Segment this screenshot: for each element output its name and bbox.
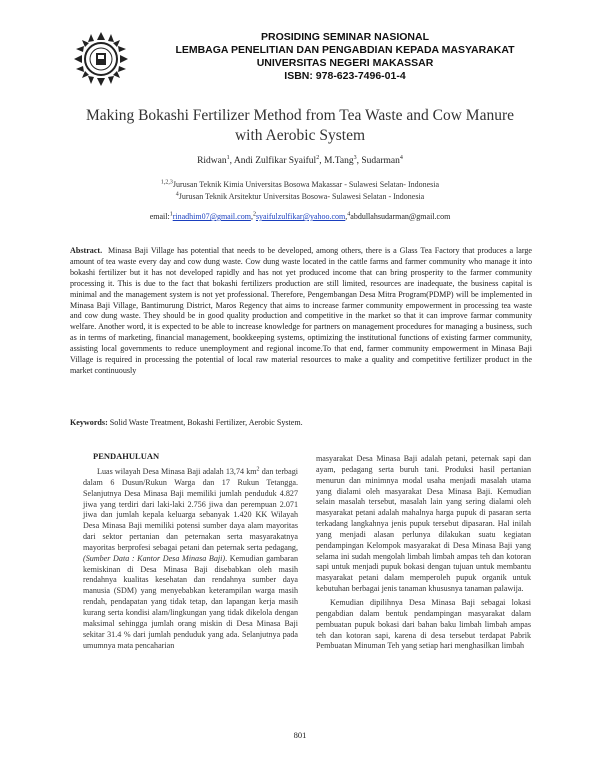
affiliation-2: $^4$Jurusan Teknik Arsitektur Universitas Bosowa- Sulawesi Selatan - Indonesia [175,191,425,201]
page-number: 801 [293,730,307,740]
abstract [70,246,532,377]
header-university: UNIVERSITAS NEGERI MAKASSAR [256,57,434,69]
abstract-text: Minasa Baji Village has potential that needs to be developed, among others, there is a Glass Tea Factory that produces a large amount of tea waste every day and cow dung waste. Cow dung waste located in the cattle farms and farmer community who manage it into bokashi fertilizer but it has not developed rapidly and has not yet produced income that can bring prosperity to the farmer community processing it. This is due to the fact that bokashi fertilizers production are still limited, resources are inadequate, the business capital is minimal and the management system is not yet professional. Therefore, Pengembangan Desa Mitra Program(PDMP) will be implemented in Minasa Baji Village, Bantimurung District, Maros Regency that aims to increase farmer community empowerment in processing tea waste and cow dung waste. They should be in good quality production and competitive in the market so that it can improve farmar community welfare. Another word, it is expected to be able to increase knowledge for partners on management procedures for managing a business, such as in terms of marketing, financial management, bookkeeping systems, optimizing the institutional functions of existing farmer community, assisting local governments to reduce unemployment and regional income.To that end, farmer community empowerment in Minasa Baji Village is required in processing the potential of local raw material resources to make a quality and competitive fertilizer product in the market continuously [70,246,533,375]
body-column-left [83,467,298,651]
header-institution: LEMBAGA PENELITIAN DAN PENGABDIAN KEPADA MASYARAKAT [175,44,515,56]
paragraph: Kemudian dipilihnya Desa Minasa Baji sebagai lokasi pengabdian dalam bentuk pendampingan masyarakat dalam pembuatan pupuk bokasi dari bahan baku limbah limbah ampas teh dan kotoran sapi, karena di desa tersebut terdapat Pabrik Pembuatan Minuman Teh yang setiap hari menghasilkan limbah [316,597,531,651]
header-isbn: ISBN: 978-623-7496-01-4 [284,70,406,82]
keywords [70,418,532,427]
email-4: abdullahsudarman@gmail.com [350,212,451,221]
abstract-label: Abstract. [70,246,103,255]
paragraph: masyarakat Desa Minasa Baji adalah petani, peternak sapi dan ayam, pedagang serta buruh tani. Produksi hasil pertanian menurun dan minimnya modal usaha menjadi masalah utama yang dialami oleh masyarakat Desa Minasa Baji. Kemudian selain masalah tersebut, masalah lain yang sering dialami oleh masyarakat petani adalah mahalnya harga pupuk di pasaran serta terkadang langkahnya jenis pupuk tersebut dipasaran. Hal inilah yang menjadi alasan perlunya dilakukan suatu kegiatan pendampingan Kelompok masyarakat di Desa Minasa Baji yang selama ini sudah mengolah limbah limbah ampas teh dan kotoran sapi untuk menjadi pupuk bokasi dengan tujuan untuk membantu masyarakat petani dalam memperoleh pupuk organik untuk kebutuhan berbagai jenis tanaman khususnya tanaman palawija. [316,454,531,594]
section-heading: PENDAHULUAN [93,451,160,461]
keywords-text: Solid Waste Treatment, Bokashi Fertilizer, Aerobic System. [109,418,303,427]
email-link-2[interactable]: syaifulzulfikar@yahoo.com [255,212,346,221]
email-link-1[interactable]: rinadhim07@gmail.com [172,212,251,221]
body-column-right [316,454,531,652]
paper-title: Making Bokashi Fertilizer Method from Tea Waste and Cow Manure with Aerobic System [86,107,514,144]
header-proceedings: PROSIDING SEMINAR NASIONAL [260,31,429,43]
university-logo-icon [72,30,130,88]
paragraph: Luas wilayah Desa Minasa Baji adalah 13,74 $km^2$ dan terbagi dalam 6 Dusun/Rukun Warga dan 17 Rukun Tetangga. Selanjutnya Desa Minasa Baji memiliki jumlah penduduk 4.827 jiwa yang terdiri dari laki-laki 2.756 jiwa dan perempuan 2.071 jiwa dan jumlah kepala keluarga sebanyak 1.420 KK Wilayah Desa Minasa Baji memiliki potensi sumber daya alam mayoritas dari sektor pertanian dan peternakan serta masyarakatnya mayoritas berprofesi sebagai petani dan peternak serta pedagang, (Sumber Data : Kantor Desa Minasa Baji). Kemudian gambaran kemiskinan di Desa Minasa Baji disebabkan oleh masih rendahnya kualitas kesehatan dan rendahnya sumber daya manusia (SDM) yang menyebabkan keterampilan warga masih rendah, pendapatan yang tidak tetap, dan lapangan kerja masih kurang serta kondisi alam/lingkungan yang tidak dikelola dengan maksimal sehingga jumlah orang miskin di Desa Minasa Baji sekitar 31.4 % dari jumlah penduduk yang ada. Selanjutnya pada umumnya mata pencaharian [83,466,298,650]
affiliation-1: $^{1,2,3}$Jurusan Teknik Kimia Universitas Bosowa Makassar - Sulawesi Selatan- Indonesia [160,179,440,189]
author-list: Ridwan$^1$, Andi Zulfikar Syaiful$^2$, M.Tang$^3$, Sudarman$^4$ [197,154,403,166]
email-line: email:$^1$rinadhim07@gmail.com,$^2$syaifulzulfikar@yahoo.com,$^4$abdullahsudarman@gmail.com [149,211,451,221]
keywords-label: Keywords: [70,418,108,427]
